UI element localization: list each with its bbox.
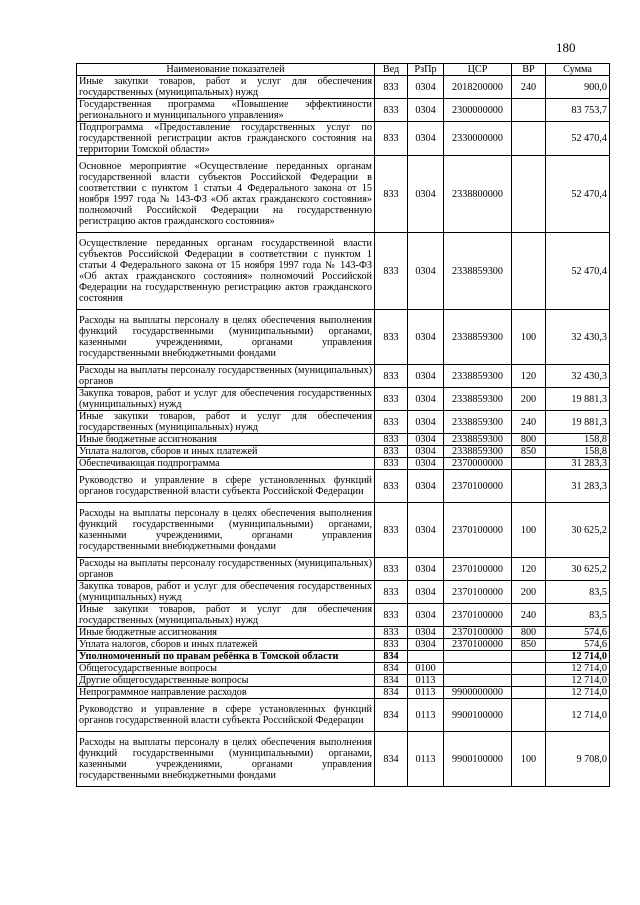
table-row	[77, 503, 610, 558]
cell-name: Иные закупки товаров, работ и услуг для обеспечения государственных (муниципальных) нужд	[77, 604, 375, 627]
cell-rzpr: 0304	[408, 411, 444, 434]
cell-name: Другие общегосударственные вопросы	[77, 675, 375, 687]
cell-name: Осуществление переданных органам государственной власти субъектов Российской Федерации в соответствии с пунктом 1 статьи 4 Федерального закона от 15 ноября 1997 года № 143-ФЗ «Об актах гражданского состояния» полномочий Российской Федерации на государственную регистрацию актов гражданского состояния	[77, 233, 375, 310]
cell-sum: 31 283,3	[546, 470, 610, 503]
cell-name: Расходы на выплаты персоналу в целях обеспечения выполнения функций государственными (муниципальными) органами, казенными учреждениями, органами управления государственными внебюджетными фондами	[77, 732, 375, 787]
cell-ved: 833	[375, 411, 408, 434]
cell-rzpr: 0100	[408, 663, 444, 675]
header-sum: Сумма	[546, 64, 610, 76]
cell-csr	[444, 663, 512, 675]
cell-csr	[444, 651, 512, 663]
cell-sum: 12 714,0	[546, 651, 610, 663]
cell-ved: 833	[375, 604, 408, 627]
cell-vr: 800	[512, 434, 546, 446]
cell-name: Обеспечивающая подпрограмма	[77, 458, 375, 470]
cell-csr: 9900000000	[444, 687, 512, 699]
table-row	[77, 233, 610, 310]
cell-csr: 2338859300	[444, 365, 512, 388]
cell-rzpr: 0304	[408, 233, 444, 310]
cell-vr	[512, 122, 546, 156]
cell-sum: 574,6	[546, 627, 610, 639]
cell-ved: 834	[375, 663, 408, 675]
cell-csr: 2338859300	[444, 434, 512, 446]
cell-vr	[512, 663, 546, 675]
cell-name: Руководство и управление в сфере установленных функций органов государственной власти субъекта Российской Федерации	[77, 470, 375, 503]
cell-rzpr: 0304	[408, 503, 444, 558]
cell-sum: 30 625,2	[546, 503, 610, 558]
cell-rzpr: 0304	[408, 76, 444, 99]
cell-rzpr: 0304	[408, 446, 444, 458]
cell-sum: 12 714,0	[546, 675, 610, 687]
cell-ved: 833	[375, 122, 408, 156]
table-row	[77, 581, 610, 604]
table-row	[77, 458, 610, 470]
table-row	[77, 446, 610, 458]
cell-rzpr: 0304	[408, 458, 444, 470]
cell-ved: 833	[375, 458, 408, 470]
cell-vr: 100	[512, 732, 546, 787]
table-row	[77, 732, 610, 787]
cell-csr: 2018200000	[444, 76, 512, 99]
cell-rzpr: 0113	[408, 687, 444, 699]
cell-csr: 2370100000	[444, 604, 512, 627]
cell-ved: 833	[375, 503, 408, 558]
table-row	[77, 651, 610, 663]
cell-csr: 2338859300	[444, 446, 512, 458]
cell-vr: 850	[512, 639, 546, 651]
cell-sum: 52 470,4	[546, 156, 610, 233]
cell-sum: 12 714,0	[546, 699, 610, 732]
table-row	[77, 122, 610, 156]
cell-ved: 834	[375, 675, 408, 687]
cell-ved: 834	[375, 699, 408, 732]
cell-vr: 240	[512, 76, 546, 99]
cell-csr: 2370100000	[444, 639, 512, 651]
cell-sum: 52 470,4	[546, 233, 610, 310]
cell-ved: 833	[375, 156, 408, 233]
cell-ved: 834	[375, 651, 408, 663]
cell-rzpr: 0304	[408, 558, 444, 581]
cell-rzpr: 0113	[408, 699, 444, 732]
cell-sum: 12 714,0	[546, 687, 610, 699]
cell-csr: 2370000000	[444, 458, 512, 470]
cell-sum: 52 470,4	[546, 122, 610, 156]
cell-ved: 833	[375, 558, 408, 581]
cell-sum: 30 625,2	[546, 558, 610, 581]
budget-table	[76, 63, 610, 787]
cell-sum: 574,6	[546, 639, 610, 651]
table-row	[77, 699, 610, 732]
cell-ved: 833	[375, 434, 408, 446]
cell-sum: 158,8	[546, 446, 610, 458]
cell-sum: 32 430,3	[546, 365, 610, 388]
cell-vr: 240	[512, 411, 546, 434]
cell-name: Непрограммное направление расходов	[77, 687, 375, 699]
table-header-row	[77, 64, 610, 76]
cell-rzpr: 0304	[408, 99, 444, 122]
cell-vr: 800	[512, 627, 546, 639]
table-row	[77, 434, 610, 446]
cell-name: Расходы на выплаты персоналу в целях обеспечения выполнения функций государственными (муниципальными) органами, казенными учреждениями, органами управления государственными внебюджетными фондами	[77, 310, 375, 365]
cell-name: Иные бюджетные ассигнования	[77, 434, 375, 446]
cell-vr	[512, 470, 546, 503]
cell-name: Иные бюджетные ассигнования	[77, 627, 375, 639]
cell-sum: 158,8	[546, 434, 610, 446]
cell-csr	[444, 675, 512, 687]
cell-sum: 19 881,3	[546, 411, 610, 434]
cell-ved: 833	[375, 470, 408, 503]
cell-vr: 850	[512, 446, 546, 458]
cell-rzpr: 0304	[408, 310, 444, 365]
cell-vr	[512, 699, 546, 732]
table-row	[77, 365, 610, 388]
cell-rzpr: 0304	[408, 470, 444, 503]
cell-rzpr: 0304	[408, 388, 444, 411]
cell-vr: 200	[512, 388, 546, 411]
cell-vr: 120	[512, 365, 546, 388]
table-row	[77, 604, 610, 627]
cell-name: Подпрограмма «Предоставление государственных услуг по государственной регистрации актов гражданского состояния на территории Томской области»	[77, 122, 375, 156]
cell-sum: 32 430,3	[546, 310, 610, 365]
cell-name: Уплата налогов, сборов и иных платежей	[77, 446, 375, 458]
cell-rzpr: 0304	[408, 581, 444, 604]
cell-rzpr: 0304	[408, 122, 444, 156]
cell-vr	[512, 675, 546, 687]
cell-vr: 120	[512, 558, 546, 581]
cell-vr: 240	[512, 604, 546, 627]
cell-rzpr: 0113	[408, 732, 444, 787]
cell-name: Иные закупки товаров, работ и услуг для обеспечения государственных (муниципальных) нужд	[77, 411, 375, 434]
table-row	[77, 663, 610, 675]
cell-vr: 100	[512, 503, 546, 558]
cell-ved: 833	[375, 446, 408, 458]
cell-csr: 2338800000	[444, 156, 512, 233]
cell-name: Государственная программа «Повышение эффективности регионального и муниципального управления»	[77, 99, 375, 122]
table-row	[77, 470, 610, 503]
table-row	[77, 388, 610, 411]
cell-vr	[512, 687, 546, 699]
header-vr: ВР	[512, 64, 546, 76]
cell-ved: 834	[375, 687, 408, 699]
cell-csr: 9900100000	[444, 732, 512, 787]
cell-csr: 9900100000	[444, 699, 512, 732]
cell-csr: 2370100000	[444, 581, 512, 604]
cell-name: Уполномоченный по правам ребёнка в Томской области	[77, 651, 375, 663]
cell-ved: 833	[375, 365, 408, 388]
cell-csr: 2338859300	[444, 233, 512, 310]
cell-ved: 833	[375, 310, 408, 365]
cell-sum: 83 753,7	[546, 99, 610, 122]
cell-name: Общегосударственные вопросы	[77, 663, 375, 675]
cell-sum: 19 881,3	[546, 388, 610, 411]
cell-rzpr	[408, 651, 444, 663]
cell-vr	[512, 458, 546, 470]
cell-sum: 900,0	[546, 76, 610, 99]
cell-ved: 833	[375, 76, 408, 99]
cell-name: Основное мероприятие «Осуществление переданных органам государственной власти субъектов Российской Федерации в соответствии с пунктом 1 статьи 4 Федерального закона от 15 ноября 1997 года № 143-ФЗ «Об актах гражданского состояния» полномочий Российской Федерации на государственную регистрацию актов гражданского состояния»	[77, 156, 375, 233]
table-row	[77, 99, 610, 122]
table-row	[77, 627, 610, 639]
cell-vr	[512, 233, 546, 310]
cell-sum: 83,5	[546, 604, 610, 627]
cell-ved: 833	[375, 639, 408, 651]
cell-ved: 833	[375, 388, 408, 411]
cell-name: Руководство и управление в сфере установленных функций органов государственной власти субъекта Российской Федерации	[77, 699, 375, 732]
cell-csr: 2370100000	[444, 627, 512, 639]
cell-csr: 2370100000	[444, 470, 512, 503]
cell-name: Уплата налогов, сборов и иных платежей	[77, 639, 375, 651]
header-ved: Вед	[375, 64, 408, 76]
table-row	[77, 411, 610, 434]
cell-csr: 2338859300	[444, 388, 512, 411]
cell-vr	[512, 99, 546, 122]
table-row	[77, 675, 610, 687]
cell-csr: 2338859300	[444, 411, 512, 434]
cell-rzpr: 0304	[408, 639, 444, 651]
cell-csr: 2370100000	[444, 503, 512, 558]
cell-ved: 833	[375, 99, 408, 122]
table-row	[77, 687, 610, 699]
cell-ved: 833	[375, 627, 408, 639]
cell-ved: 833	[375, 581, 408, 604]
table-row	[77, 310, 610, 365]
cell-rzpr: 0113	[408, 675, 444, 687]
table-row	[77, 639, 610, 651]
cell-rzpr: 0304	[408, 434, 444, 446]
header-name: Наименование показателей	[77, 64, 375, 76]
cell-vr: 100	[512, 310, 546, 365]
cell-name: Закупка товаров, работ и услуг для обеспечения государственных (муниципальных) нужд	[77, 581, 375, 604]
cell-rzpr: 0304	[408, 604, 444, 627]
cell-rzpr: 0304	[408, 627, 444, 639]
cell-vr	[512, 651, 546, 663]
header-csr: ЦСР	[444, 64, 512, 76]
cell-csr: 2300000000	[444, 99, 512, 122]
cell-csr: 2370100000	[444, 558, 512, 581]
cell-rzpr: 0304	[408, 156, 444, 233]
cell-ved: 833	[375, 233, 408, 310]
cell-vr	[512, 156, 546, 233]
cell-rzpr: 0304	[408, 365, 444, 388]
cell-ved: 834	[375, 732, 408, 787]
cell-name: Расходы на выплаты персоналу государственных (муниципальных) органов	[77, 365, 375, 388]
page-number: 180	[556, 40, 576, 55]
table-row	[77, 558, 610, 581]
cell-csr: 2338859300	[444, 310, 512, 365]
cell-name: Расходы на выплаты персоналу в целях обеспечения выполнения функций государственными (муниципальными) органами, казенными учреждениями, органами управления государственными внебюджетными фондами	[77, 503, 375, 558]
cell-name: Закупка товаров, работ и услуг для обеспечения государственных (муниципальных) нужд	[77, 388, 375, 411]
cell-csr: 2330000000	[444, 122, 512, 156]
cell-sum: 83,5	[546, 581, 610, 604]
table-row	[77, 76, 610, 99]
cell-vr: 200	[512, 581, 546, 604]
cell-sum: 31 283,3	[546, 458, 610, 470]
cell-name: Иные закупки товаров, работ и услуг для обеспечения государственных (муниципальных) нужд	[77, 76, 375, 99]
cell-name: Расходы на выплаты персоналу государственных (муниципальных) органов	[77, 558, 375, 581]
cell-sum: 9 708,0	[546, 732, 610, 787]
header-rzpr: РзПр	[408, 64, 444, 76]
cell-sum: 12 714,0	[546, 663, 610, 675]
table-row	[77, 156, 610, 233]
